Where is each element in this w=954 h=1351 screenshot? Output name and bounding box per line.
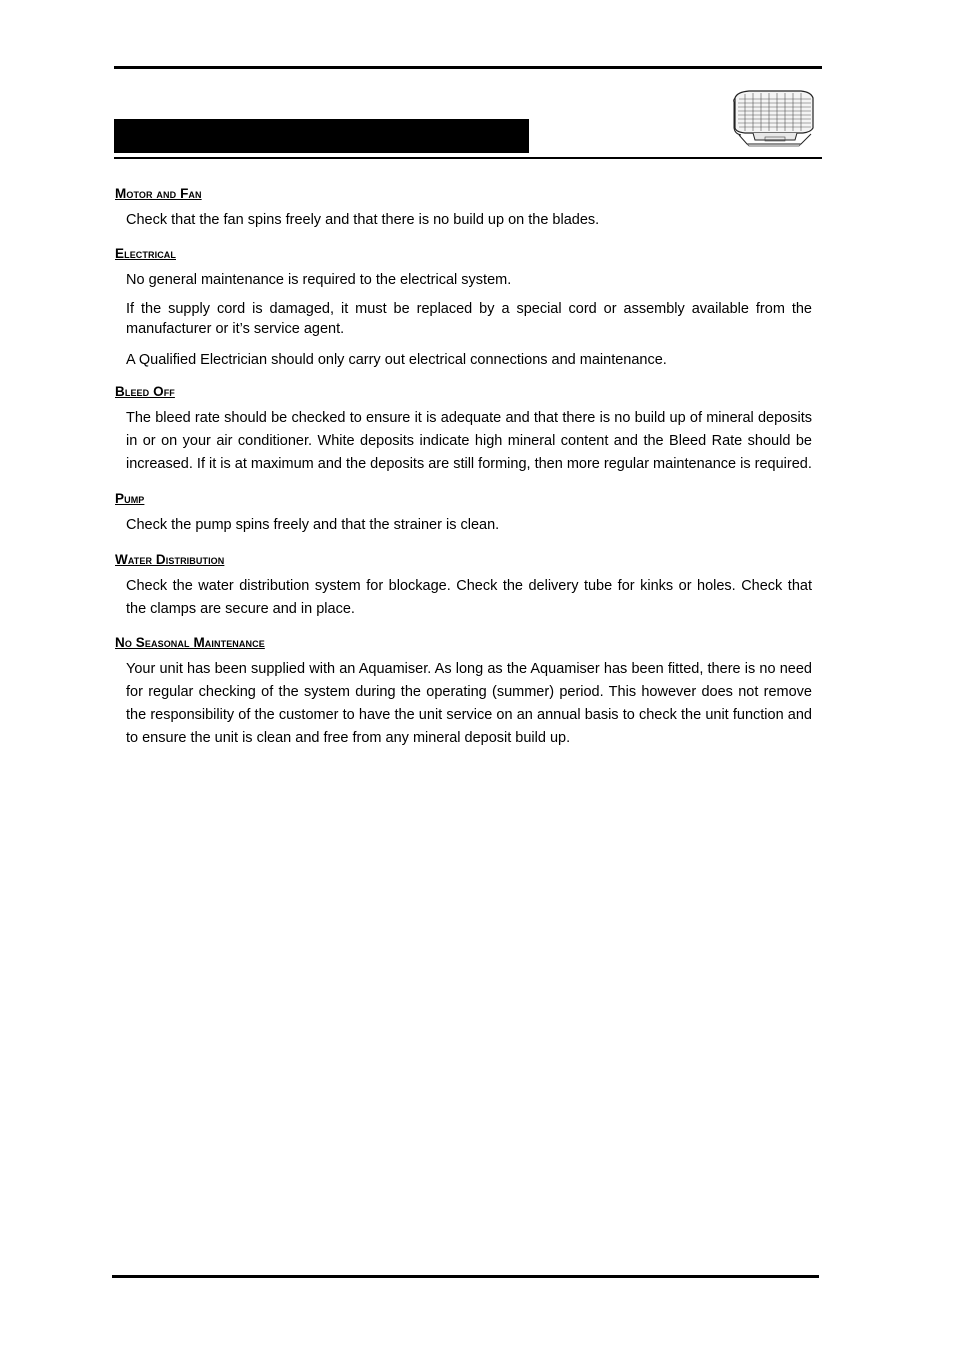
section-heading: Water Distribution xyxy=(115,552,225,567)
evaporative-cooler-unit-icon xyxy=(731,88,815,150)
top-rule xyxy=(114,66,822,69)
paragraph: A Qualified Electrician should only carry out electrical connections and maintenance. xyxy=(126,352,667,368)
header-rule xyxy=(114,157,822,159)
paragraph: Check that the fan spins freely and that there is no build up on the blades. xyxy=(126,212,600,228)
section-electrical xyxy=(115,245,812,372)
section-motor-and-fan xyxy=(115,185,812,232)
paragraph: No general maintenance is required to the electrical system. xyxy=(126,272,512,288)
section-heading: Electrical xyxy=(115,246,176,261)
section-heading: Pump xyxy=(115,491,145,506)
paragraph: Check the water distribution system for blockage. Check the delivery tube for kinks or holes. Check that the clamps are secure and in place. xyxy=(126,578,812,617)
section-bleed-off xyxy=(115,383,812,476)
paragraph: If the supply cord is damaged, it must be replaced by a special cord or assembly available from the manufacturer or it’s service agent. xyxy=(126,301,812,337)
title-bar xyxy=(114,119,529,153)
section-no-seasonal-maintenance xyxy=(115,634,812,750)
section-water-distribution xyxy=(115,551,812,621)
paragraph: Your unit has been supplied with an Aquamiser. As long as the Aquamiser has been fitted, there is no need for regular checking of the system during the operating (summer) period. This however does not remove the responsibility of the customer to have the unit service on an annual basis to check the unit function and to ensure the unit is clean and free from any mineral deposit build up. xyxy=(126,661,812,746)
paragraph: The bleed rate should be checked to ensure it is adequate and that there is no build up of mineral deposits in or on your air conditioner. White deposits indicate high mineral content and the Bleed Rate should be increased. If it is at maximum and the deposits are still forming, then more regular maintenance is required. xyxy=(126,410,812,472)
section-heading: Bleed Off xyxy=(115,384,175,399)
section-heading: No Seasonal Maintenance xyxy=(115,635,265,650)
section-heading: Motor and Fan xyxy=(115,186,202,201)
paragraph: Check the pump spins freely and that the strainer is clean. xyxy=(126,517,500,533)
bottom-rule xyxy=(112,1275,819,1278)
maintenance-content xyxy=(115,185,812,757)
section-pump xyxy=(115,490,812,537)
